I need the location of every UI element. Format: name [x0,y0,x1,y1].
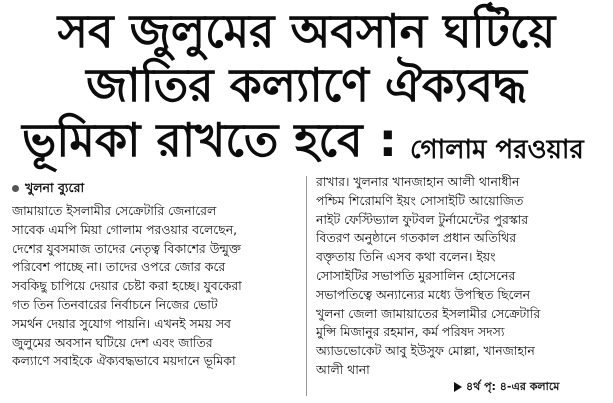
continuation-note [454,378,559,397]
left-column [12,202,296,371]
body-line: পশ্চিম শিরোমণি ইয়ং সোসাইটি আয়োজিত [316,192,524,208]
dateline-text: খুলনা ব্যুরো [25,180,85,195]
body-line: খুলনা জেলা জামায়াতের ইসলামীর সেক্রেটারি [316,305,541,321]
body-line: পরিবেশ পাচ্ছে না। তাদের ওপরে জোর করে [12,259,226,275]
body-line: আলী থানা [316,361,370,377]
right-column [316,173,602,380]
column-divider [306,176,307,396]
body-line: নাইট ফেস্টিভ্যাল ফুটবল টুর্নামেন্টের পুরস্কার [316,211,529,227]
body-line: বক্তৃতায় তিনি এসব কথা বলেন। ইয়ং [316,249,496,265]
body-line: জুলুমের অবসান ঘটিয়ে দেশ এবং জাতির [12,334,213,350]
headline [0,0,613,174]
body-line: সমর্থন দেয়ার সুযোগ পায়নি। এখনই সময় সব [12,315,231,331]
body-line: দেশের যুবসমাজ তাদের নেতৃত্ব বিকাশের উন্মুক্ত [12,240,241,256]
body-line: কল্যাণে সবাইকে ঐক্যবদ্ধভাবে ময়দানে ভূমিকা [12,353,236,369]
dateline [12,180,84,200]
body-line: মুন্সি মিজানুর রহমান, কর্ম পরিষদ সদস্য [316,324,505,340]
continuation-text: ৪র্থ পৃ: ৪-এর কলামে [466,380,560,393]
body-line: বিতরণ অনুষ্ঠানে গতকাল প্রধান অতিথির [316,230,517,246]
triangle-right-icon [454,382,462,392]
headline-author: গোলাম পরওয়ার [410,135,584,165]
headline-line-2: জাতির কল্যাণে ঐক্যবদ্ধ [86,58,527,112]
body-line: অ্যাডভোকেট আবু ইউসুফ মোল্লা, খানজাহান [316,343,535,359]
bullet-icon [12,185,19,192]
body-line: সাবেক এমপি মিয়া গোলাম পরওয়ার বলেছেন, [12,221,238,237]
body-line: গত তিন তিনবারের নির্বাচনে নিজের ভোট [12,296,218,312]
headline-line-1: সব জুলুমের অবসান ঘটিয়ে [57,4,556,58]
body-line: সোসাইটির সভাপতি মুরসালিন হোসেনের [316,267,516,283]
headline-line-3: ভূমিকা রাখতে হবে : [22,113,398,167]
body-line: জামায়াতে ইসলামীর সেক্রেটারি জেনারেল [12,203,217,218]
body-line: সবকিছু চাপিয়ে দেয়ার চেষ্টা করা হচ্ছে। যুবকেরা [12,278,242,294]
body-line: রাখার। খুলনার খানজাহান আলী থানাধীন [316,174,520,189]
body-line: সভাপতিত্বে অন্যান্যের মধ্যে উপস্থিত ছিলেন [316,286,531,302]
